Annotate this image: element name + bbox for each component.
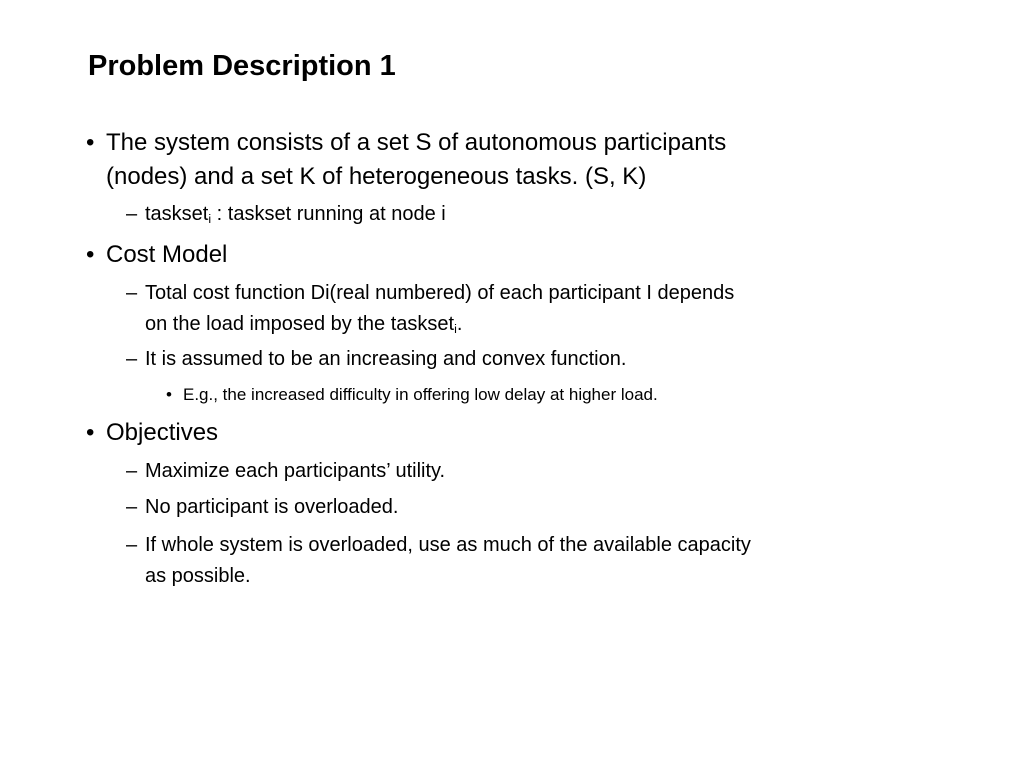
subscript-i: i xyxy=(208,212,212,227)
sub-bullet-text xyxy=(145,203,446,225)
bullet-text-line: (nodes) and a set K of heterogeneous tasks. (S, K) xyxy=(106,163,647,190)
sub-bullet-text-line: If whole system is overloaded, use as much of the available capacity xyxy=(145,534,751,556)
sub-bullet-total-cost xyxy=(126,278,734,340)
bullet-marker: • xyxy=(86,129,95,156)
bullet-cost-model xyxy=(86,238,227,272)
sub-bullet-convex xyxy=(126,344,626,375)
sub-bullet-no-overload xyxy=(126,492,398,523)
dash-marker: – xyxy=(126,460,138,482)
subscript-i: i xyxy=(454,322,457,337)
sub-sub-bullet-text: E.g., the increased difficulty in offering low delay at higher load. xyxy=(183,385,658,404)
sub-bullet-text-line xyxy=(145,309,734,340)
sub-sub-bullet-example xyxy=(166,383,658,407)
dash-marker: – xyxy=(126,203,138,225)
slide-title: Problem Description 1 xyxy=(88,50,396,82)
sub-bullet-text-line: It is assumed to be an increasing and convex function. xyxy=(145,348,627,370)
bullet-marker: • xyxy=(86,419,95,446)
bullet-system-definition xyxy=(86,126,726,194)
load-text: on the load imposed by the taskset xyxy=(145,313,455,335)
dash-marker: – xyxy=(126,534,138,556)
taskset-description: : taskset running at node i xyxy=(211,203,446,225)
dash-marker: – xyxy=(126,496,138,518)
sub-bullet-text-line: Maximize each participants’ utility. xyxy=(145,460,446,482)
sub-bullet-maximize-utility xyxy=(126,456,445,487)
dash-marker: – xyxy=(126,348,138,370)
sub-bullet-use-capacity xyxy=(126,530,751,592)
sub-bullet-text-line: as possible. xyxy=(145,565,251,587)
bullet-text-line: The system consists of a set S of autonomous participants xyxy=(106,129,727,156)
taskset-term: taskset xyxy=(145,203,209,225)
period: . xyxy=(456,313,463,335)
sub-bullet-text-line: No participant is overloaded. xyxy=(145,496,399,518)
bullet-text-line: Cost Model xyxy=(106,241,228,268)
bullet-text-line: Objectives xyxy=(106,419,219,446)
bullet-marker: • xyxy=(166,385,172,404)
bullet-objectives xyxy=(86,416,218,450)
sub-bullet-text-line: Total cost function Di(real numbered) of each participant I depends xyxy=(145,282,735,304)
dash-marker: – xyxy=(126,282,138,304)
sub-bullet-taskset xyxy=(126,199,446,230)
bullet-marker: • xyxy=(86,241,95,268)
